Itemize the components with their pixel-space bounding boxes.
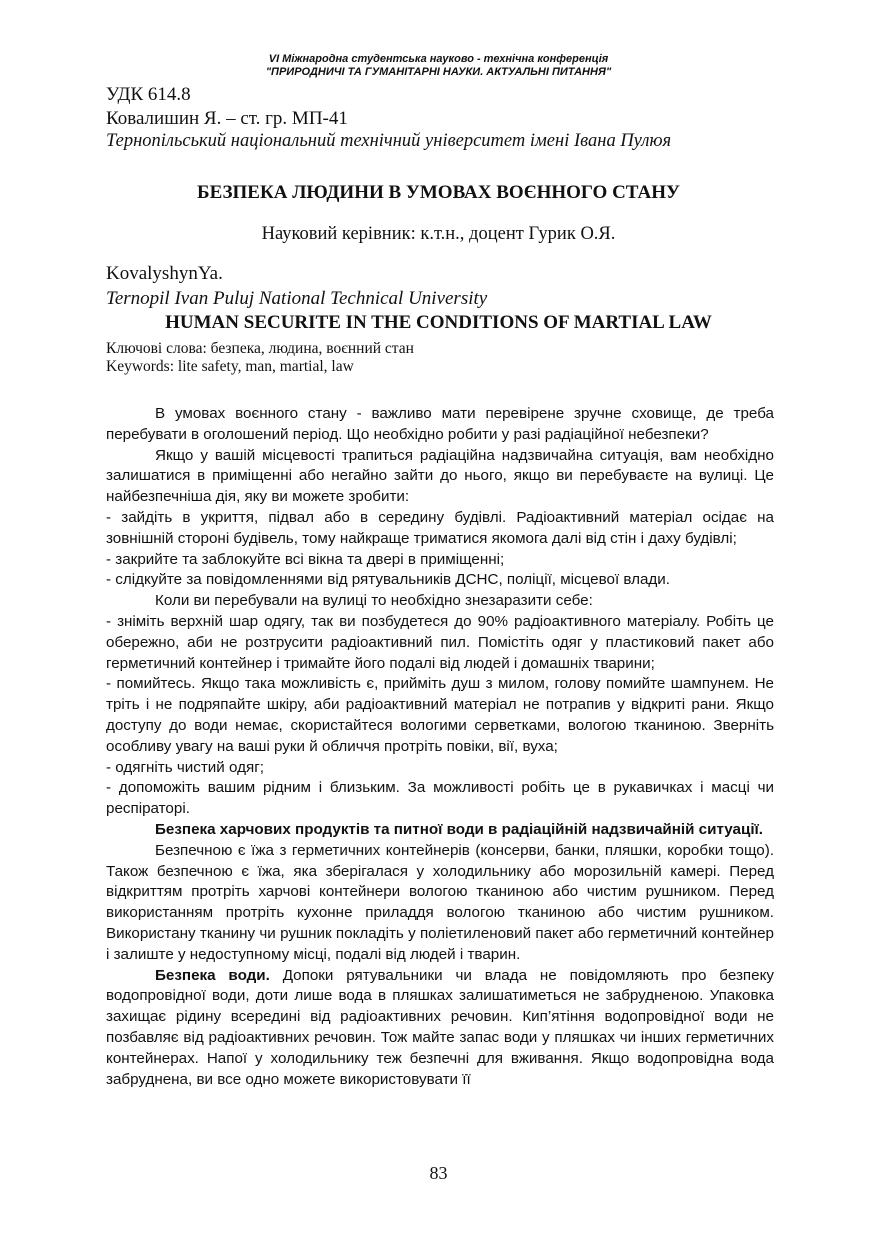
keywords-english: Keywords: lite safety, man, martial, law [106,358,354,375]
udk-code: УДК 614.8 [106,84,191,105]
body-paragraph: Коли ви перебували на вулиці то необхідно знезаразити себе: [155,592,593,610]
author-line: Ковалишин Я. – ст. гр. МП-41 [106,108,348,129]
paper-body [106,404,774,1090]
university-line: Тернопільський національний технічний університет імені Івана Пулюя [106,131,672,151]
conference-header-line1: VI Міжнародна студентська науково - технічна конференція [268,53,609,65]
list-item: - зніміть верхній шар одягу, так ви позбудетеся до 90% радіоактивного матеріалу. Робіть це обережно, аби не розтрусити радіоактивний пил. Помістіть одяг у пластиковий пакет або герметичний контейнер і тримайте його подалі від людей і домашніх тварини; [106,612,774,672]
english-author: KovalyshynYa. [106,263,223,284]
body-paragraph: Безпечною є їжа з герметичних контейнерів (консерви, банки, пляшки, коробки тощо). Також безпечною є їжа, яка зберігалася у холодильнику або морозильній камері. Перед відкриттям протріть харчові контейнери вологою тканиною або чистим рушником. Перед використанням протріть кухонне приладдя вологою тканиною або чистим рушником. Використану тканину чи рушник покладіть у поліетиленовий пакет або герметичний контейнер і залиште у недоступному місці, подалі від людей і тварин. [106,841,774,963]
list-item: - слідкуйте за повідомленнями від рятувальників ДСНС, поліції, місцевої влади. [106,571,670,589]
list-item: - одягніть чистий одяг; [106,758,264,776]
section-heading: Безпека харчових продуктів та питної води в радіаційній надзвичайній ситуації. [155,820,764,838]
list-item: - допоможіть вашим рідним і близьким. За можливості робіть це в рукавичках і масці чи респіраторі. [106,779,774,818]
conference-header-line2: "ПРИРОДНИЧІ ТА ГУМАНІТАРНІ НАУКИ. АКТУАЛЬНІ ПИТАННЯ" [265,66,612,78]
list-item: - зайдіть в укриття, підвал або в середину будівлі. Радіоактивний матеріал осідає на зовнішній стороні будівель, тому найкраще триматися якомога далі від стін і даху будівлі; [106,508,774,547]
page-number: 83 [429,1163,448,1183]
body-paragraph [106,966,774,1091]
list-item: - закрийте та заблокуйте всі вікна та двері в приміщенні; [106,550,505,568]
body-paragraph: Якщо у вашій місцевості трапиться радіаційна надзвичайна ситуація, вам необхідно залишатися в приміщенні або негайно зайти до нього, якщо ви перебуваєте на вулиці. Це найбезпечніша дія, яку ви можете зробити: [106,446,774,506]
paragraph-text: Допоки рятувальники чи влада не повідомляють про безпеку водопровідної води, доти лише вода в пляшках залишатиметься не забрудненою. Упаковка захищає рідину всередині від радіоактивних речовин. Кип’ятіння водопровідної води не позбавляє від радіоактивних речовин. Тож майте запас води у пляшках чи інших герметичних контейнерах. Напої у холодильнику теж безпечні для вживання. Якщо водопровідна вода забруднена, ви все одно можете використовувати її [106,966,774,1088]
english-university: Ternopil Ivan Puluj National Technical University [106,288,488,309]
supervisor-line: Науковий керівник: к.т.н., доцент Гурик О.Я. [261,224,616,244]
list-item: - помийтесь. Якщо така можливість є, прийміть душ з милом, голову помийте шампунем. Не тріть і не подряпайте шкіру, аби радіоактивний матеріал не потрапив у відкриті рани. Якщо доступу до води немає, скористайтеся вологими серветками, вологою тканиною. Зверніть особливу увагу на ваші руки й обличчя протріть повіки, вії, вуха; [106,675,774,755]
body-paragraph: В умовах воєнного стану - важливо мати перевірене зручне сховище, де треба перебувати в оголошений період. Що необхідно робити у разі радіаційної небезпеки? [106,405,774,443]
english-title: HUMAN SECURITE IN THE CONDITIONS OF MARTIAL LAW [165,312,712,333]
paper-title: БЕЗПЕКА ЛЮДИНИ В УМОВАХ ВОЄННОГО СТАНУ [197,182,680,203]
inline-heading: Безпека води. [155,966,270,984]
keywords-ukrainian: Ключові слова: безпека, людина, воєнний стан [106,340,414,357]
